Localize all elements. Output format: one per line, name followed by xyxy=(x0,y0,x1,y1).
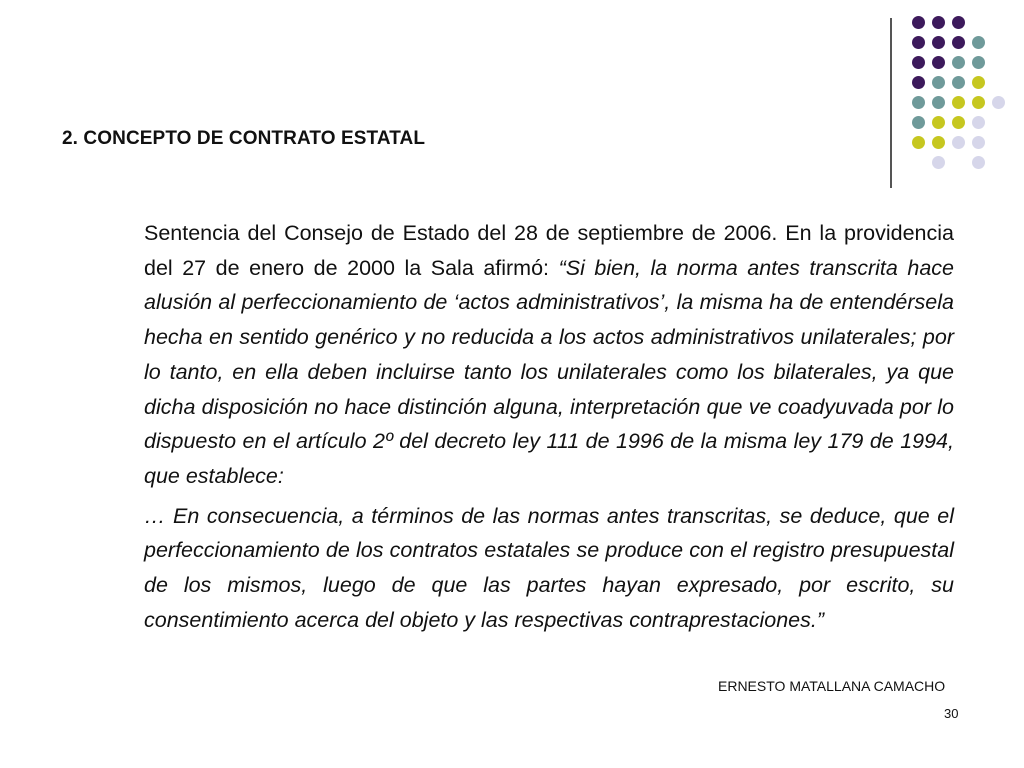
decorative-dot xyxy=(972,116,985,129)
paragraph-1-intro: Sentencia del Consejo de Estado del 28 de septiembre de 2006. En la providencia del 27 de enero de 2000 la Sala afirmó: xyxy=(144,221,954,280)
decorative-dot xyxy=(952,116,965,129)
decorative-dot xyxy=(952,136,965,149)
decorative-dot xyxy=(972,136,985,149)
decorative-dot xyxy=(952,36,965,49)
decorative-dot xyxy=(912,56,925,69)
decorative-dot xyxy=(912,96,925,109)
decorative-dot xyxy=(972,156,985,169)
vertical-divider xyxy=(890,18,892,188)
decorative-dot xyxy=(912,136,925,149)
decorative-dot xyxy=(992,96,1005,109)
decorative-dot xyxy=(912,116,925,129)
decorative-dot xyxy=(932,156,945,169)
slide-title: 2. CONCEPTO DE CONTRATO ESTATAL xyxy=(62,128,426,149)
decorative-dot xyxy=(932,136,945,149)
paragraph-2: … En consecuencia, a términos de las normas antes transcritas, se deduce, que el perfeccionamiento de los contratos estatales se produce con el registro presupuestal de los mismos, luego de que las partes hayan expresado, por escrito, su consentimiento acerca del objeto y las respectivas contraprestaciones.” xyxy=(144,503,954,632)
decorative-dot xyxy=(972,96,985,109)
decorative-dot xyxy=(932,96,945,109)
slide-body xyxy=(144,216,954,637)
paragraph-1-quote: “Si bien, la norma antes transcrita hace alusión al perfeccionamiento de ‘actos administrativos’, la misma ha de entendérsela hecha en sentido genérico y no reducida a los actos administrativos unilaterales; por lo tanto, en ella deben incluirse tanto los unilaterales como los bilaterales, ya que dicha disposición no hace distinción alguna, interpretación que ve coadyuvada por lo dispuesto en el artículo 2º del decreto ley 111 de 1996 de la misma ley 179 de 1994, que establece: xyxy=(144,255,954,488)
decorative-dot xyxy=(912,16,925,29)
author-name: ERNESTO MATALLANA CAMACHO xyxy=(718,678,946,694)
decorative-dot xyxy=(952,96,965,109)
page-number: 30 xyxy=(944,706,959,721)
decorative-dot xyxy=(952,56,965,69)
decorative-dot xyxy=(972,76,985,89)
decorative-dot xyxy=(952,16,965,29)
paragraph-1 xyxy=(144,216,954,494)
decorative-dot xyxy=(912,76,925,89)
decorative-dot xyxy=(952,76,965,89)
decorative-dot xyxy=(972,36,985,49)
decorative-dot xyxy=(932,36,945,49)
decorative-dot xyxy=(932,76,945,89)
decorative-dot xyxy=(912,36,925,49)
decorative-dot xyxy=(932,56,945,69)
decorative-dot-grid xyxy=(0,0,1024,200)
decorative-dot xyxy=(932,116,945,129)
decorative-dot xyxy=(972,56,985,69)
decorative-dot xyxy=(932,16,945,29)
